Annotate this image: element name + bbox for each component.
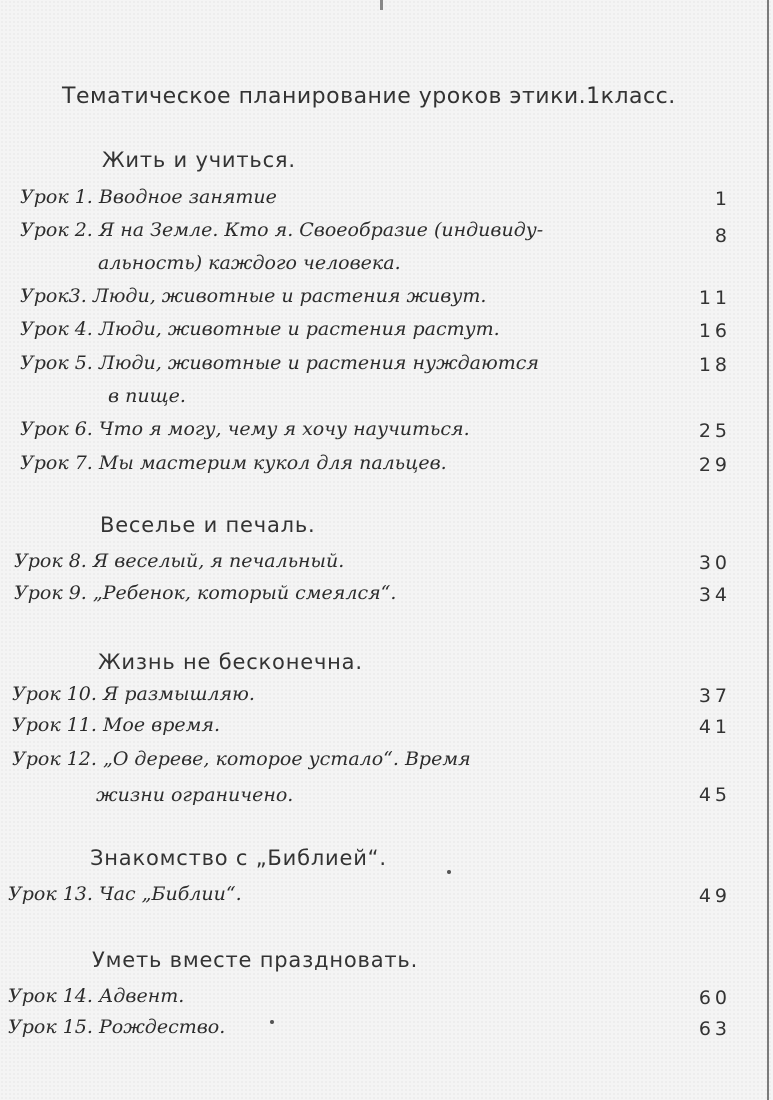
scan-mark — [380, 0, 383, 10]
ink-speck — [270, 1020, 274, 1024]
lesson-title: Урок 10. Я размышляю. — [12, 683, 255, 705]
lesson-title: Урок 5. Люди, животные и растения нуждаются — [20, 352, 539, 374]
lesson-page-number: 16 — [698, 320, 731, 342]
page-title: Тематическое планирование уроков этики.1класс. — [62, 84, 676, 109]
lesson-title: Урок 4. Люди, животные и растения растут. — [20, 318, 500, 340]
lesson-title-continued: жизни ограничено. — [96, 784, 294, 806]
lesson-title: Урок 6. Что я могу, чему я хочу научиться. — [20, 418, 470, 440]
lesson-page-number: 63 — [698, 1018, 731, 1040]
page-edge — [767, 0, 769, 1100]
section-heading: Уметь вместе праздновать. — [92, 948, 419, 972]
lesson-title: Урок 8. Я веселый, я печальный. — [14, 550, 345, 572]
lesson-page-number: 34 — [698, 584, 731, 606]
lesson-page-number: 11 — [698, 287, 731, 309]
lesson-page-number: 8 — [714, 225, 731, 247]
lesson-page-number: 49 — [698, 885, 731, 907]
section-heading: Жизнь не бесконечна. — [98, 650, 363, 674]
lesson-title: Урок3. Люди, животные и растения живут. — [20, 285, 487, 307]
lesson-title: Урок 2. Я на Земле. Кто я. Своеобразие (индивиду- — [20, 219, 544, 241]
lesson-title: Урок 12. „О дереве, которое устало“. Время — [12, 748, 471, 770]
lesson-title: Урок 13. Час „Библии“. — [8, 883, 242, 905]
lesson-title-continued: в пище. — [108, 385, 186, 407]
lesson-page-number: 29 — [698, 454, 731, 476]
lesson-page-number: 18 — [698, 354, 731, 376]
lesson-title: Урок 11. Мое время. — [12, 714, 220, 736]
lesson-page-number: 25 — [698, 420, 731, 442]
ink-speck — [447, 870, 451, 874]
section-heading: Знакомство с „Библией“. — [90, 846, 387, 870]
lesson-title: Урок 7. Мы мастерим кукол для пальцев. — [20, 452, 447, 474]
lesson-page-number: 60 — [698, 987, 731, 1009]
lesson-title: Урок 15. Рождество. — [8, 1016, 226, 1038]
lesson-title: Урок 14. Адвент. — [8, 985, 185, 1007]
lesson-page-number: 30 — [698, 552, 731, 574]
section-heading: Жить и учиться. — [102, 148, 296, 172]
section-heading: Веселье и печаль. — [100, 513, 316, 537]
lesson-page-number: 37 — [698, 685, 731, 707]
lesson-title: Урок 1. Вводное занятие — [20, 186, 277, 208]
lesson-page-number: 1 — [714, 188, 731, 210]
lesson-title: Урок 9. „Ребенок, который смеялся“. — [14, 582, 397, 604]
lesson-page-number: 41 — [698, 716, 731, 738]
lesson-title-continued: альность) каждого человека. — [98, 252, 401, 274]
lesson-page-number: 45 — [698, 784, 731, 806]
